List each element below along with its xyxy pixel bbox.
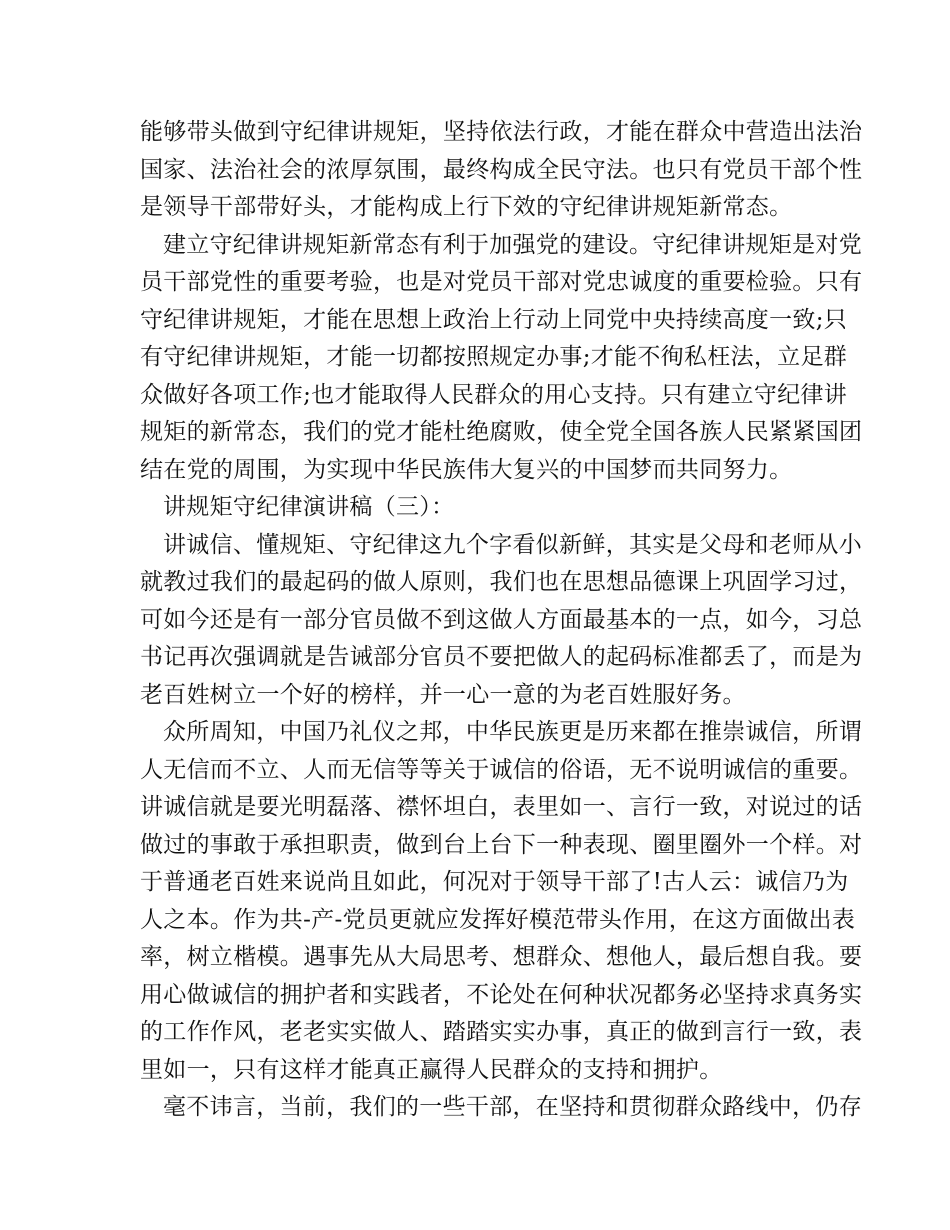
text-line: 书记再次强调就是告诫部分官员不要把做人的起码标准都丢了，而是为	[140, 644, 863, 670]
text-line: 员干部党性的重要考验，也是对党员干部对党忠诚度的重要检验。只有	[140, 269, 863, 295]
text-line: 于普通老百姓来说尚且如此，何况对于领导干部了!古人云：诚信乃为	[140, 869, 849, 895]
text-line: 用心做诚信的拥护者和实践者，不论处在何种状况都务必坚持求真务实	[140, 981, 863, 1008]
text-line: 是领导干部带好头，才能构成上行下效的守纪律讲规矩新常态。	[140, 194, 793, 220]
text-line: 人无信而不立、人而无信等等关于诚信的俗语，无不说明诚信的重要。	[140, 756, 863, 783]
section-heading: 讲规矩守纪律演讲稿（三）：	[163, 494, 455, 520]
paragraph-start-line: 毫不讳言，当前，我们的一些干部，在坚持和贯彻群众路线中，仍存	[163, 1094, 862, 1120]
text-line: 里如一，只有这样才能真正赢得人民群众的支持和拥护。	[140, 1056, 723, 1083]
paragraph-start-line: 讲诚信、懂规矩、守纪律这九个字看似新鲜，其实是父母和老师从小	[163, 531, 862, 558]
text-line: 的工作作风，老老实实做人、踏踏实实办事，真正的做到言行一致，表	[140, 1019, 863, 1045]
text-line: 可如今还是有一部分官员做不到这做人方面最基本的一点，如今，习总	[140, 606, 863, 633]
text-line: 就教过我们的最起码的做人原则，我们也在思想品德课上巩固学习过，	[140, 569, 863, 595]
text-line: 做过的事敢于承担职责，做到台上台下一种表现、圈里圈外一个样。对	[140, 831, 863, 858]
text-line: 率，树立楷模。遇事先从大局思考、想群众、想他人，最后想自我。要	[140, 944, 863, 970]
text-line: 规矩的新常态，我们的党才能杜绝腐败，使全党全国各族人民紧紧国团	[140, 419, 863, 445]
body-text	[140, 114, 863, 1127]
text-line: 众做好各项工作;也才能取得人民群众的用心支持。只有建立守纪律讲	[140, 381, 848, 408]
text-line: 能够带头做到守纪律讲规矩，坚持依法行政，才能在群众中营造出法治	[140, 119, 863, 145]
text-line: 有守纪律讲规矩，才能一切都按照规定办事;才能不徇私枉法，立足群	[140, 344, 848, 370]
paragraph-start-line: 众所周知，中国乃礼仪之邦，中华民族更是历来都在推崇诚信，所谓	[163, 719, 862, 745]
text-line: 人之本。作为共-产-党员更就应发挥好模范带头作用，在这方面做出表	[140, 906, 856, 933]
text-line: 守纪律讲规矩，才能在思想上政治上行动上同党中央持续高度一致;只	[140, 306, 848, 333]
text-line: 老百姓树立一个好的榜样，并一心一意的为老百姓服好务。	[140, 681, 746, 708]
paragraph-start-line: 建立守纪律讲规矩新常态有利于加强党的建设。守纪律讲规矩是对党	[163, 231, 862, 258]
text-line: 结在党的周围，为实现中华民族伟大复兴的中国梦而共同努力。	[140, 456, 793, 483]
text-line: 讲诚信就是要光明磊落、襟怀坦白，表里如一、言行一致，对说过的话	[140, 794, 863, 820]
text-line: 国家、法治社会的浓厚氛围，最终构成全民守法。也只有党员干部个性	[140, 156, 863, 183]
